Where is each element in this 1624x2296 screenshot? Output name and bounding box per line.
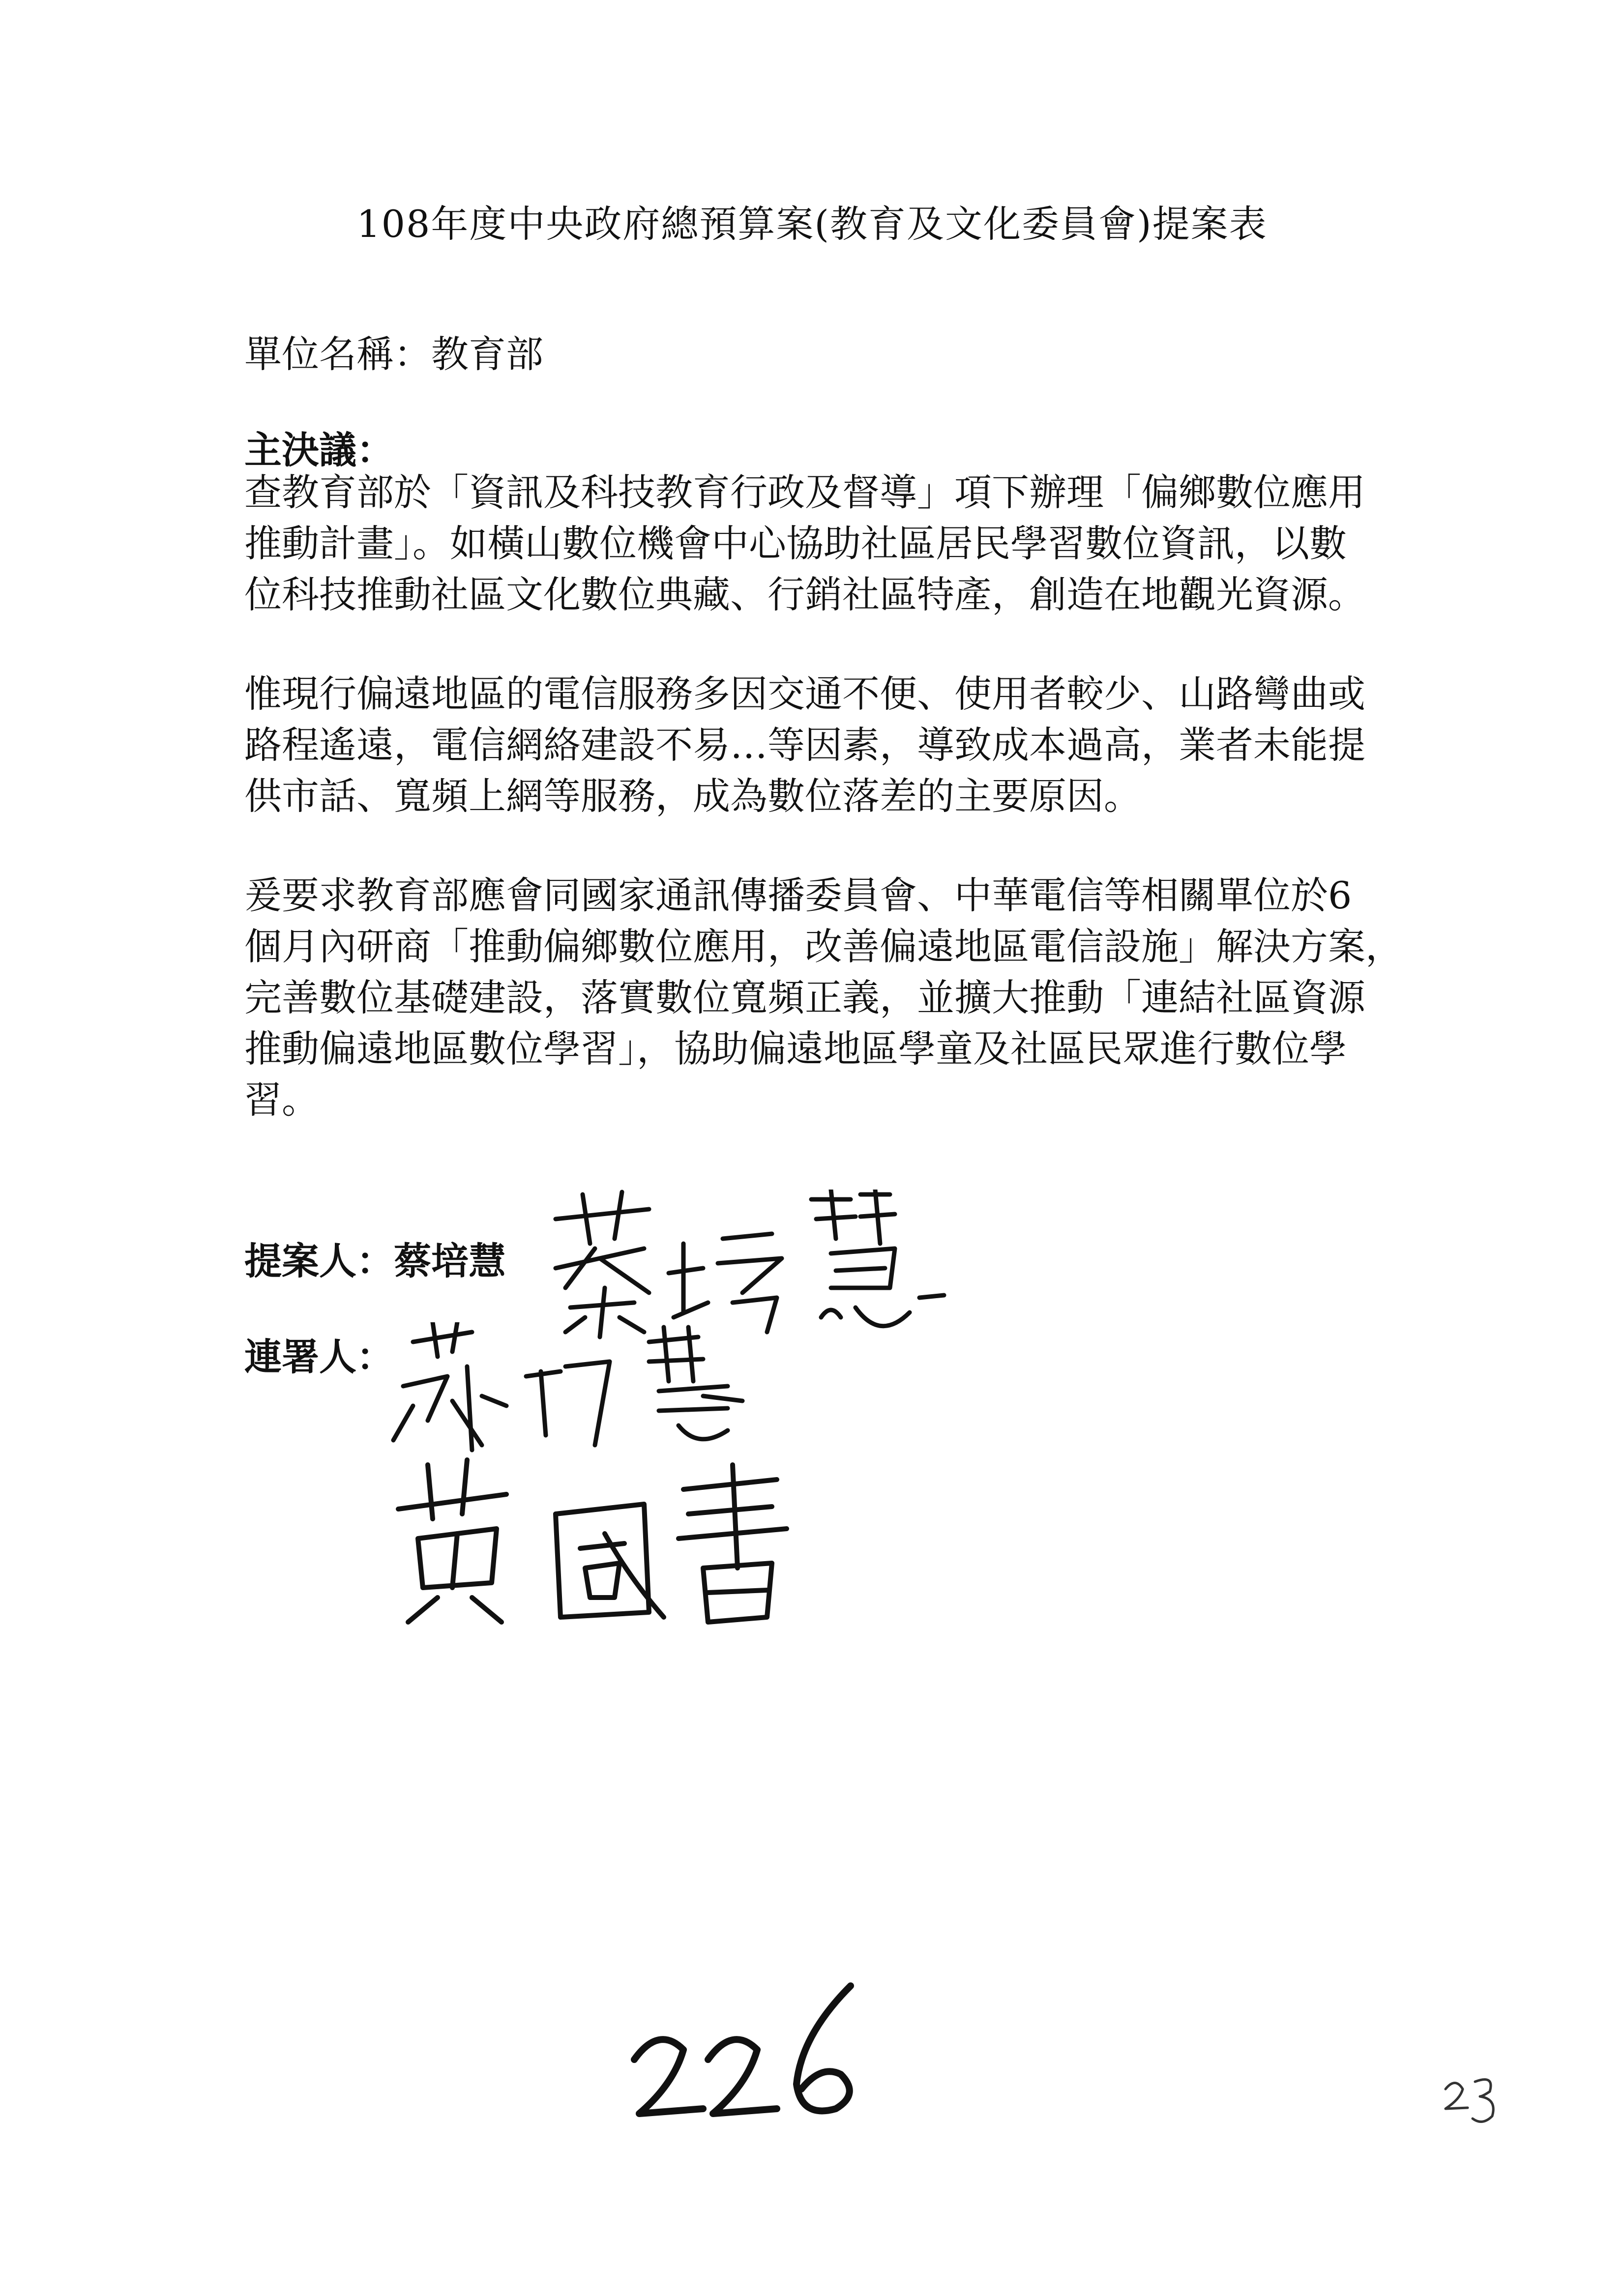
paragraph-line: 完善數位基礎建設，落實數位寬頻正義，並擴大推動「連結社區資源 <box>244 976 1365 1019</box>
paragraph-line: 查教育部於「資訊及科技教育行政及督導」項下辦理「偏鄉數位應用 <box>244 470 1365 514</box>
unit-label: 單位名稱： <box>244 332 431 376</box>
proposer-name: 蔡培慧 <box>394 1239 506 1283</box>
paragraph-3 <box>244 870 1403 1126</box>
unit-line <box>244 324 543 378</box>
cosigner-signature-2 <box>388 1455 831 1637</box>
document-title: 108年度中央政府總預算案(教育及文化委員會)提案表 <box>356 202 1268 246</box>
paragraph-line: 路程遙遠，電信網絡建設不易…等因素，導致成本過高，業者未能提 <box>244 723 1365 767</box>
proposer-label: 提案人： <box>244 1239 394 1283</box>
paragraph-line: 個月內研商「推動偏鄉數位應用，改善偏遠地區電信設施」解決方案， <box>244 925 1403 968</box>
paragraph-line: 爰要求教育部應會同國家通訊傳播委員會、中華電信等相關單位於6 <box>244 873 1352 917</box>
paragraph-line: 惟現行偏遠地區的電信服務多因交通不便、使用者較少、山路彎曲或 <box>244 672 1365 716</box>
paragraph-line: 推動計畫」。如橫山數位機會中心協助社區居民學習數位資訊，以數 <box>244 522 1347 565</box>
paragraph-line: 習。 <box>244 1078 319 1122</box>
paragraph-1 <box>244 467 1385 620</box>
unit-value: 教育部 <box>431 332 543 376</box>
cosigner-signature-1 <box>384 1322 757 1465</box>
resolution-heading: 主決議： <box>244 428 394 472</box>
paragraph-line: 推動偏遠地區數位學習」，協助偏遠地區學童及社區民眾進行數位學 <box>244 1027 1347 1071</box>
page-number-226 <box>624 1976 880 2123</box>
paragraph-line: 位科技推動社區文化數位典藏、行銷社區特產，創造在地觀光資源。 <box>244 573 1365 616</box>
proposer-line <box>244 1231 506 1285</box>
page-number-23 <box>1441 2069 1505 2128</box>
paragraph-line: 供市話、寬頻上網等服務，成為數位落差的主要原因。 <box>244 774 1141 818</box>
cosigner-label: 連署人： <box>244 1335 394 1379</box>
paragraph-2 <box>244 668 1385 822</box>
